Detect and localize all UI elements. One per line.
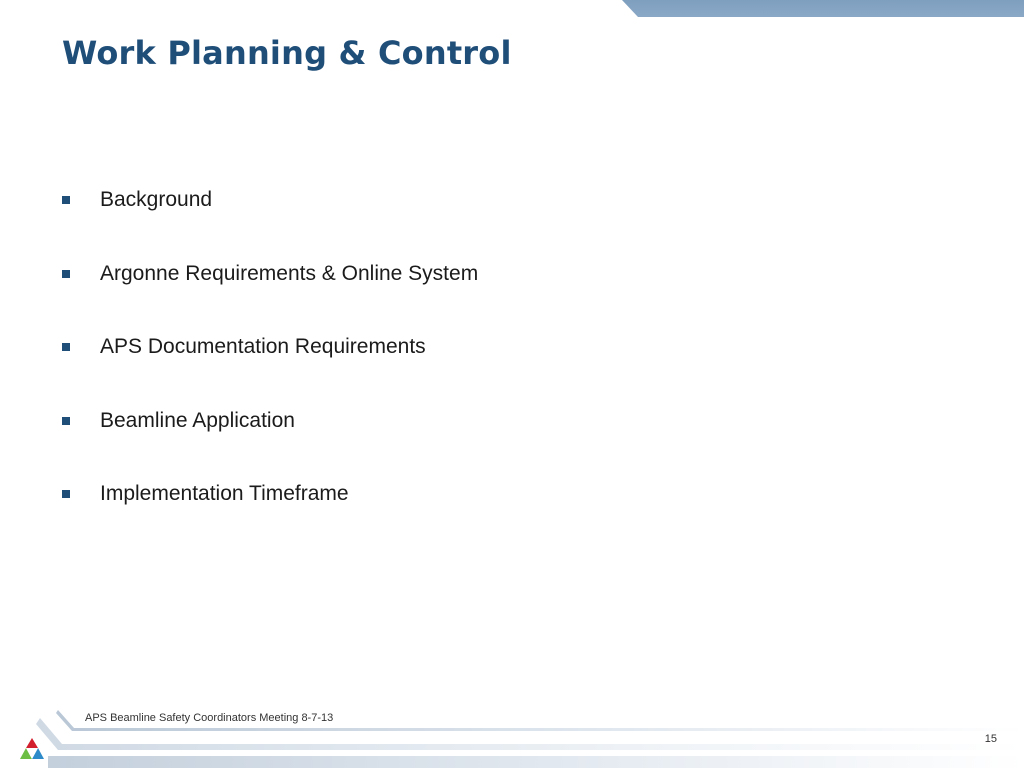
square-bullet-icon xyxy=(62,490,70,498)
bullet-item xyxy=(62,331,478,363)
argonne-logo-icon xyxy=(19,737,45,761)
bullet-text: Background xyxy=(100,188,213,211)
bullet-item xyxy=(62,478,478,510)
page-number: 15 xyxy=(984,733,997,745)
bullet-item xyxy=(62,184,478,216)
square-bullet-icon xyxy=(62,417,70,425)
bullet-text: APS Documentation Requirements xyxy=(100,335,426,358)
bullet-item xyxy=(62,258,478,290)
bullet-text: Beamline Application xyxy=(100,408,295,432)
square-bullet-icon xyxy=(62,343,70,351)
square-bullet-icon xyxy=(62,196,70,204)
footer-meeting-label: APS Beamline Safety Coordinators Meeting 8-7-13 xyxy=(85,712,334,724)
top-accent-bar xyxy=(0,0,1024,17)
bullet-list xyxy=(62,184,478,552)
bullet-text: Implementation Timeframe xyxy=(100,482,349,505)
bullet-item xyxy=(62,405,478,437)
bullet-text: Argonne Requirements & Online System xyxy=(100,261,479,285)
slide-title: Work Planning & Control xyxy=(62,34,512,72)
square-bullet-icon xyxy=(62,270,70,278)
